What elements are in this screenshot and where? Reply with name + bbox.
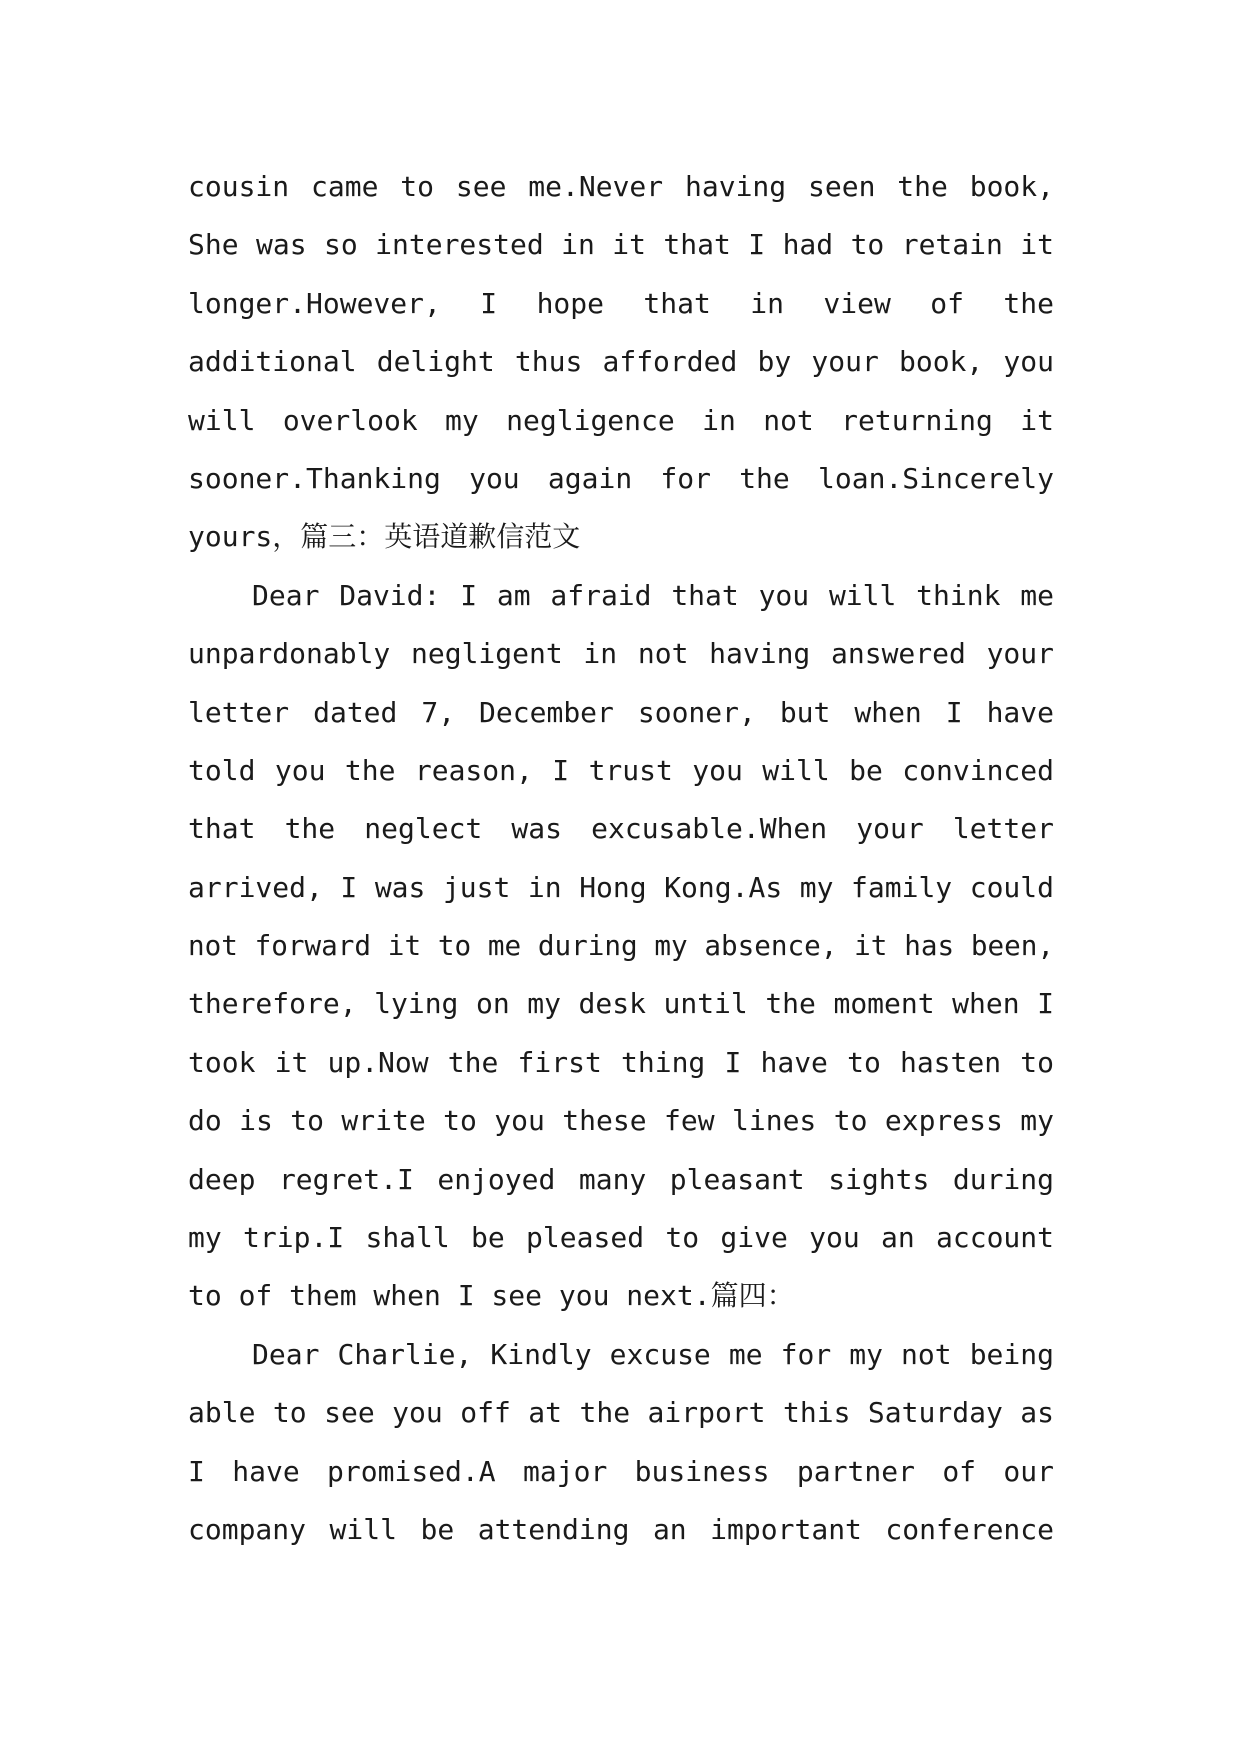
text-line: took it up.Now the first thing I have to hasten to bbox=[188, 1045, 1054, 1079]
letter-body bbox=[188, 158, 1054, 1559]
text-line: additional delight thus afforded by your book, you bbox=[188, 345, 1054, 379]
text-line: deep regret.I enjoyed many pleasant sights during bbox=[188, 1162, 1054, 1196]
text-line: company will be attending an important conference bbox=[188, 1512, 1054, 1546]
text-line: that the neglect was excusable.When your letter bbox=[188, 812, 1054, 846]
text-line: my trip.I shall be pleased to give you an account bbox=[188, 1221, 1054, 1255]
text-line: I have promised.A major business partner of our bbox=[188, 1454, 1054, 1488]
text-line-section-heading: yours，篇三：英语道歉信范文 bbox=[188, 520, 581, 554]
text-line: letter dated 7, December sooner, but when I have bbox=[188, 695, 1054, 729]
text-line: therefore, lying on my desk until the moment when I bbox=[188, 987, 1054, 1021]
text-line: able to see you off at the airport this Saturday as bbox=[188, 1396, 1054, 1430]
text-line-paragraph-start: Dear David: I am afraid that you will think me bbox=[252, 578, 1054, 612]
text-line: arrived, I was just in Hong Kong.As my family could bbox=[188, 870, 1054, 904]
text-line-paragraph-start: Dear Charlie, Kindly excuse me for my not being bbox=[252, 1337, 1054, 1371]
text-line-section-heading: to of them when I see you next.篇四： bbox=[188, 1279, 795, 1313]
text-line: unpardonably negligent in not having answered your bbox=[188, 637, 1054, 671]
text-line: told you the reason, I trust you will be convinced bbox=[188, 753, 1054, 787]
text-line: will overlook my negligence in not returning it bbox=[188, 403, 1054, 437]
text-line: not forward it to me during my absence, it has been, bbox=[188, 929, 1054, 963]
text-line: do is to write to you these few lines to express my bbox=[188, 1104, 1054, 1138]
text-line: sooner.Thanking you again for the loan.Sincerely bbox=[188, 461, 1054, 495]
text-line: cousin came to see me.Never having seen the book, bbox=[188, 170, 1054, 203]
text-line: longer.However, I hope that in view of the bbox=[188, 286, 1054, 320]
text-line: She was so interested in it that I had to retain it bbox=[188, 228, 1054, 262]
